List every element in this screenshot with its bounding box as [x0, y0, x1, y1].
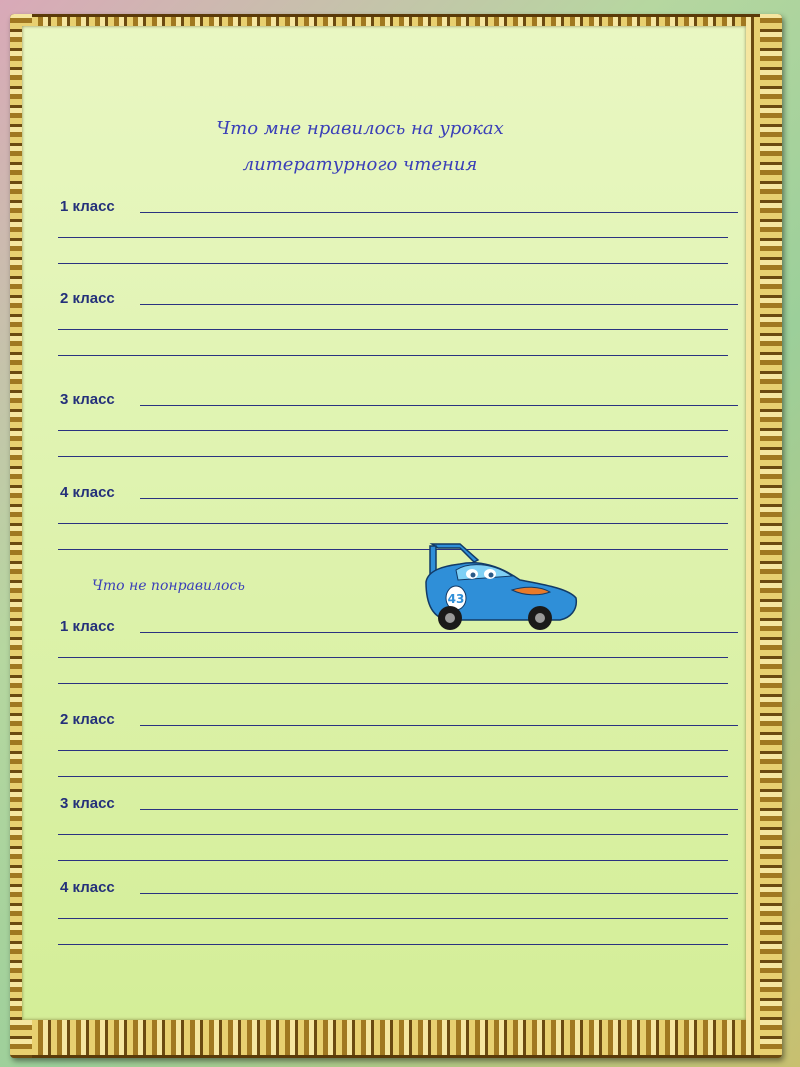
liked-grade-1-line-1[interactable]: [140, 212, 738, 213]
disliked-grade-4-label: 4 класс: [60, 879, 115, 896]
disliked-title: Что не понравилось: [92, 578, 245, 594]
disliked-grade-2-line-1[interactable]: [140, 725, 738, 726]
liked-grade-2-line-2[interactable]: [58, 329, 728, 330]
disliked-grade-1-label: 1 класс: [60, 618, 115, 635]
disliked-grade-3-label: 3 класс: [60, 795, 115, 812]
liked-grade-2-line-1[interactable]: [140, 304, 738, 305]
car-number: 43: [447, 592, 465, 606]
liked-grade-2-line-3[interactable]: [58, 355, 728, 356]
disliked-grade-2-label: 2 класс: [60, 711, 115, 728]
liked-grade-3-line-3[interactable]: [58, 456, 728, 457]
disliked-grade-3-line-2[interactable]: [58, 834, 728, 835]
disliked-grade-1-line-1[interactable]: [140, 632, 738, 633]
liked-grade-4-label: 4 класс: [60, 484, 115, 501]
disliked-grade-3-line-3[interactable]: [58, 860, 728, 861]
disliked-grade-4-line-1[interactable]: [140, 893, 738, 894]
disliked-grade-2-line-3[interactable]: [58, 776, 728, 777]
liked-grade-2-label: 2 класс: [60, 290, 115, 307]
liked-grade-4-line-3[interactable]: [58, 549, 728, 550]
liked-grade-3-line-1[interactable]: [140, 405, 738, 406]
disliked-grade-4-line-2[interactable]: [58, 918, 728, 919]
disliked-grade-1-line-2[interactable]: [58, 657, 728, 658]
liked-grade-4-line-2[interactable]: [58, 523, 728, 524]
disliked-grade-2-line-2[interactable]: [58, 750, 728, 751]
liked-grade-4-line-1[interactable]: [140, 498, 738, 499]
liked-grade-1-line-3[interactable]: [58, 263, 728, 264]
race-car-illustration: [420, 540, 580, 632]
disliked-grade-1-line-3[interactable]: [58, 683, 728, 684]
liked-grade-1-line-2[interactable]: [58, 237, 728, 238]
liked-grade-3-line-2[interactable]: [58, 430, 728, 431]
liked-grade-3-label: 3 класс: [60, 391, 115, 408]
liked-grade-1-label: 1 класс: [60, 198, 115, 215]
worksheet-title-line1: Что мне нравилось на уроках: [216, 118, 504, 139]
disliked-grade-4-line-3[interactable]: [58, 944, 728, 945]
worksheet-title-line2: литературного чтения: [242, 154, 478, 175]
disliked-grade-3-line-1[interactable]: [140, 809, 738, 810]
